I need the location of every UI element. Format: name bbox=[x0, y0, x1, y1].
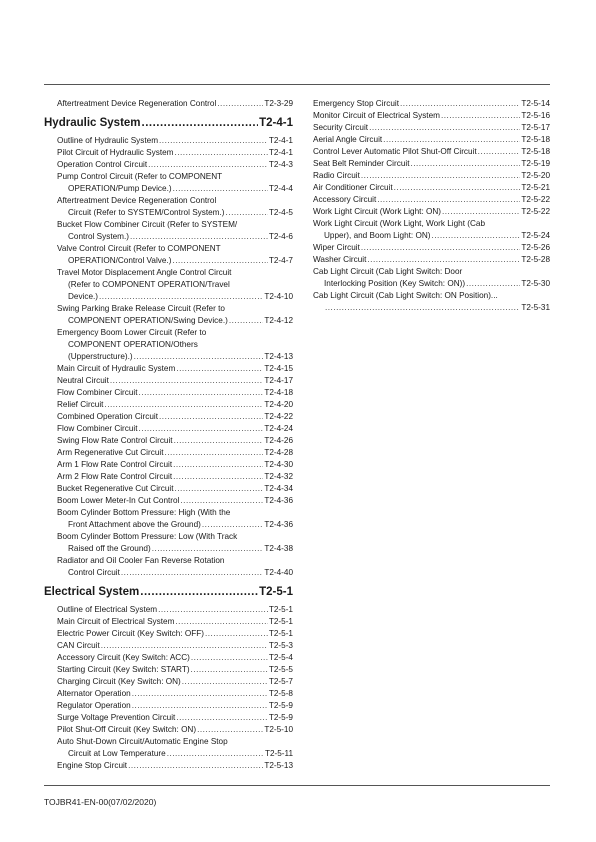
toc-entry-text: Swing Parking Brake Release Circuit (Refer to bbox=[57, 304, 225, 313]
toc-entry-text: Flow Combiner Circuit bbox=[57, 424, 138, 433]
toc-page-number: T2-5-8 bbox=[268, 689, 293, 698]
toc-entry-text: Seat Belt Reminder Circuit bbox=[313, 159, 410, 168]
toc-entry-text: (Upperstructure).) bbox=[68, 352, 133, 361]
toc-entry[interactable] bbox=[313, 98, 550, 110]
dot-leader bbox=[152, 543, 264, 555]
toc-page-number: T2-4-24 bbox=[264, 424, 293, 433]
toc-entry-text: Main Circuit of Electrical System bbox=[57, 617, 175, 626]
toc-entry-text: Arm 1 Flow Rate Control Circuit bbox=[57, 460, 173, 469]
toc-entry-text: Cab Light Circuit (Cab Light Switch: Door bbox=[313, 267, 463, 276]
dot-leader bbox=[466, 278, 520, 290]
toc-entry[interactable] bbox=[44, 616, 293, 628]
toc-entry[interactable] bbox=[313, 134, 550, 146]
toc-entry[interactable] bbox=[44, 736, 293, 760]
section-heading-title: Hydraulic System bbox=[44, 117, 141, 129]
dot-leader bbox=[229, 315, 263, 327]
dot-leader bbox=[191, 652, 268, 664]
section-heading-title: Electrical System bbox=[44, 586, 140, 598]
dot-leader bbox=[140, 585, 258, 599]
toc-page-number: T2-5-16 bbox=[521, 111, 550, 120]
dot-leader bbox=[369, 122, 520, 134]
toc-entry-text: Bucket Regenerative Cut Circuit bbox=[57, 484, 174, 493]
toc-entry[interactable] bbox=[44, 507, 293, 531]
toc-page-number: T2-4-7 bbox=[268, 256, 293, 265]
toc-page-number: T2-5-26 bbox=[521, 243, 550, 252]
dot-leader bbox=[101, 640, 268, 652]
toc-entry[interactable] bbox=[313, 266, 550, 290]
toc-entry-text: Circuit (Refer to SYSTEM/Control System.) bbox=[68, 208, 225, 217]
dot-leader bbox=[180, 495, 263, 507]
toc-entry-text: Device.) bbox=[68, 292, 99, 301]
toc-page-number: T2-5-21 bbox=[521, 183, 550, 192]
dot-leader bbox=[394, 182, 521, 194]
toc-entry[interactable] bbox=[313, 254, 550, 266]
toc-entry[interactable] bbox=[44, 676, 293, 688]
toc-page-number: T2-4-3 bbox=[268, 160, 293, 169]
dot-leader bbox=[158, 604, 268, 616]
toc-entry-text: Radio Circuit bbox=[313, 171, 360, 180]
toc-page-number: T2-5-4 bbox=[268, 653, 293, 662]
toc-page-number: T2-5-11 bbox=[264, 749, 293, 758]
toc-entry-text: Pilot Shut-Off Circuit (Key Switch: ON) bbox=[57, 725, 197, 734]
dot-leader bbox=[167, 748, 264, 760]
toc-entry[interactable] bbox=[44, 628, 293, 640]
toc-page-number: T2-4-10 bbox=[264, 292, 293, 301]
toc-entry[interactable] bbox=[44, 327, 293, 363]
toc-entry[interactable] bbox=[44, 712, 293, 724]
toc-entry-text: Swing Flow Rate Control Circuit bbox=[57, 436, 173, 445]
toc-entry-text: Upper), and Boom Light: ON) bbox=[324, 231, 431, 240]
toc-page-number: T2-5-17 bbox=[521, 123, 550, 132]
toc-entry[interactable] bbox=[44, 531, 293, 555]
dot-leader bbox=[432, 230, 521, 242]
toc-page-number: T2-5-19 bbox=[521, 159, 550, 168]
toc-entry[interactable] bbox=[313, 158, 550, 170]
toc-page-number: T2-5-18 bbox=[521, 147, 550, 156]
dot-leader bbox=[217, 98, 263, 110]
toc-page-number: T2-5-30 bbox=[521, 279, 550, 288]
dot-leader bbox=[205, 628, 268, 640]
dot-leader bbox=[478, 146, 521, 158]
toc-entry[interactable] bbox=[313, 218, 550, 242]
toc-entry-text: Regulator Operation bbox=[57, 701, 131, 710]
toc-page-number: T2-5-13 bbox=[264, 761, 293, 770]
dot-leader bbox=[148, 159, 268, 171]
toc-entry-text: Aftertreatment Device Regeneration Control bbox=[57, 196, 217, 205]
toc-entry-text: Charging Circuit (Key Switch: ON) bbox=[57, 677, 181, 686]
toc-page-number: T2-4-1 bbox=[268, 148, 293, 157]
toc-entry-text: Travel Motor Displacement Angle Control Circuit bbox=[57, 268, 232, 277]
toc-page-number: T2-5-28 bbox=[521, 255, 550, 264]
toc-entry[interactable] bbox=[44, 555, 293, 579]
toc-entry[interactable] bbox=[313, 122, 550, 134]
dot-leader bbox=[134, 351, 264, 363]
dot-leader bbox=[173, 471, 263, 483]
toc-entry[interactable] bbox=[313, 206, 550, 218]
toc-entry-text: Arm Regenerative Cut Circuit bbox=[57, 448, 164, 457]
toc-page-number: T2-4-36 bbox=[264, 520, 293, 529]
section-heading[interactable] bbox=[44, 116, 293, 130]
toc-entry[interactable] bbox=[44, 760, 293, 772]
dot-leader bbox=[176, 712, 268, 724]
toc-entry-text: Aerial Angle Circuit bbox=[313, 135, 383, 144]
dot-leader bbox=[172, 255, 267, 267]
toc-entry[interactable] bbox=[44, 604, 293, 616]
toc-entry-text: OPERATION/Pump Device.) bbox=[68, 184, 172, 193]
section-heading[interactable] bbox=[44, 585, 293, 599]
toc-page-number: T2-5-10 bbox=[264, 725, 293, 734]
toc-entry-text: Aftertreatment Device Regeneration Control bbox=[57, 99, 217, 108]
toc-entry[interactable] bbox=[44, 423, 293, 435]
toc-entry-text: Surge Voltage Prevention Circuit bbox=[57, 713, 176, 722]
toc-page-number: T2-5-7 bbox=[268, 677, 293, 686]
toc-entry[interactable] bbox=[44, 387, 293, 399]
toc-page-number: T2-4-26 bbox=[264, 436, 293, 445]
toc-right-column bbox=[313, 98, 550, 314]
dot-leader bbox=[226, 207, 268, 219]
dot-leader bbox=[139, 387, 264, 399]
toc-entry-text: Combined Operation Circuit bbox=[57, 412, 159, 421]
dot-leader bbox=[400, 98, 520, 110]
dot-leader bbox=[132, 700, 268, 712]
toc-entry-text: Pilot Circuit of Hydraulic System bbox=[57, 148, 174, 157]
dot-leader bbox=[383, 134, 520, 146]
toc-entry[interactable] bbox=[44, 267, 293, 303]
toc-entry[interactable] bbox=[44, 195, 293, 219]
dot-leader bbox=[410, 158, 520, 170]
toc-entry-text: Circuit at Low Temperature bbox=[68, 749, 166, 758]
section-page-number: T2-4-1 bbox=[259, 117, 293, 129]
dot-leader bbox=[361, 170, 520, 182]
toc-entry[interactable] bbox=[44, 303, 293, 327]
toc-entry[interactable] bbox=[44, 219, 293, 243]
toc-entry-text: Accessory Circuit bbox=[313, 195, 377, 204]
dot-leader bbox=[164, 447, 263, 459]
toc-page-number: T2-4-5 bbox=[268, 208, 293, 217]
document-code-footer: TOJBR41-EN-00(07/02/2020) bbox=[44, 797, 157, 807]
toc-entry-text: Operation Control Circuit bbox=[57, 160, 148, 169]
toc-page-number: T2-5-1 bbox=[268, 605, 293, 614]
toc-entry[interactable] bbox=[313, 242, 550, 254]
toc-page-number: T2-5-9 bbox=[268, 713, 293, 722]
toc-entry[interactable] bbox=[313, 182, 550, 194]
toc-page-number: T2-5-31 bbox=[521, 303, 550, 312]
dot-leader bbox=[159, 135, 268, 147]
dot-leader bbox=[377, 194, 520, 206]
dot-leader bbox=[104, 399, 263, 411]
toc-entry[interactable] bbox=[44, 688, 293, 700]
toc-entry[interactable] bbox=[44, 652, 293, 664]
dot-leader bbox=[367, 254, 520, 266]
dot-leader bbox=[139, 423, 264, 435]
bottom-rule bbox=[44, 785, 550, 786]
dot-leader bbox=[110, 375, 263, 387]
toc-entry-text: Cab Light Circuit (Cab Light Switch: ON Position)... bbox=[313, 291, 498, 300]
toc-entry-text: Starting Circuit (Key Switch: START) bbox=[57, 665, 190, 674]
toc-entry[interactable] bbox=[44, 135, 293, 147]
dot-leader bbox=[361, 242, 520, 254]
toc-entry[interactable] bbox=[44, 447, 293, 459]
dot-leader bbox=[99, 291, 263, 303]
toc-page-number: T2-4-17 bbox=[264, 376, 293, 385]
toc-entry-text: Engine Stop Circuit bbox=[57, 761, 128, 770]
toc-entry[interactable] bbox=[44, 495, 293, 507]
toc-entry[interactable] bbox=[313, 146, 550, 158]
toc-page-number: T2-3-29 bbox=[264, 99, 293, 108]
toc-entry-text: Outline of Hydraulic System bbox=[57, 136, 159, 145]
toc-entry-text: Washer Circuit bbox=[313, 255, 367, 264]
toc-entry[interactable] bbox=[44, 471, 293, 483]
dot-leader bbox=[142, 116, 259, 130]
dot-leader bbox=[176, 363, 263, 375]
toc-entry[interactable] bbox=[44, 363, 293, 375]
toc-entry-text: Raised off the Ground) bbox=[68, 544, 151, 553]
dot-leader bbox=[128, 760, 263, 772]
toc-page-number: T2-5-5 bbox=[268, 665, 293, 674]
toc-page-number: T2-5-1 bbox=[268, 617, 293, 626]
toc-page-number: T2-4-28 bbox=[264, 448, 293, 457]
toc-entry-text: OPERATION/Control Valve.) bbox=[68, 256, 172, 265]
toc-entry-text: Radiator and Oil Cooler Fan Reverse Rotation bbox=[57, 556, 225, 565]
toc-entry[interactable] bbox=[44, 640, 293, 652]
toc-entry-text: Monitor Circuit of Electrical System bbox=[313, 111, 440, 120]
toc-entry-text: Control System.) bbox=[68, 232, 129, 241]
section-page-number: T2-5-1 bbox=[259, 586, 293, 598]
toc-page-number: T2-4-32 bbox=[264, 472, 293, 481]
toc-page-number: T2-5-18 bbox=[521, 135, 550, 144]
toc-entry-text: Auto Shut-Down Circuit/Automatic Engine Stop bbox=[57, 737, 228, 746]
toc-entry-text: Pump Control Circuit (Refer to COMPONENT bbox=[57, 172, 223, 181]
toc-entry-text: Arm 2 Flow Rate Control Circuit bbox=[57, 472, 173, 481]
toc-entry-text: Emergency Boom Lower Circuit (Refer to bbox=[57, 328, 207, 337]
toc-entry-text: Work Light Circuit (Work Light: ON) bbox=[313, 207, 441, 216]
toc-entry-text: Control Lever Automatic Pilot Shut-Off Circuit bbox=[313, 147, 477, 156]
toc-entry-text: CAN Circuit bbox=[57, 641, 100, 650]
dot-leader bbox=[174, 147, 267, 159]
toc-entry-text: COMPONENT OPERATION/Others bbox=[68, 340, 198, 349]
dot-leader bbox=[174, 435, 264, 447]
toc-entry-text: COMPONENT OPERATION/Swing Device.) bbox=[68, 316, 228, 325]
dot-leader bbox=[202, 519, 263, 531]
toc-page-number: T2-4-34 bbox=[264, 484, 293, 493]
toc-page-number: T2-4-13 bbox=[264, 352, 293, 361]
toc-page-number: T2-5-22 bbox=[521, 195, 550, 204]
toc-entry[interactable] bbox=[44, 147, 293, 159]
toc-entry-text: Boom Lower Meter-In Cut Control bbox=[57, 496, 180, 505]
toc-entry[interactable] bbox=[44, 375, 293, 387]
dot-leader bbox=[173, 183, 268, 195]
toc-page-number: T2-5-22 bbox=[521, 207, 550, 216]
toc-entry[interactable] bbox=[44, 724, 293, 736]
toc-page-number: T2-5-1 bbox=[268, 629, 293, 638]
dot-leader bbox=[442, 206, 520, 218]
dot-leader bbox=[130, 231, 268, 243]
toc-entry[interactable] bbox=[313, 290, 550, 314]
dot-leader bbox=[173, 459, 263, 471]
toc-entry[interactable] bbox=[313, 170, 550, 182]
toc-entry-text: Boom Cylinder Bottom Pressure: High (With the bbox=[57, 508, 231, 517]
toc-entry-text: (Refer to COMPONENT OPERATION/Travel bbox=[68, 280, 230, 289]
toc-entry-text: Alternator Operation bbox=[57, 689, 131, 698]
toc-entry[interactable] bbox=[44, 435, 293, 447]
dot-leader bbox=[175, 616, 267, 628]
toc-page-number: T2-5-9 bbox=[268, 701, 293, 710]
toc-entry-text: Wiper Circuit bbox=[313, 243, 360, 252]
dot-leader bbox=[325, 302, 520, 314]
toc-entry-text: Neutral Circuit bbox=[57, 376, 109, 385]
toc-page-number: T2-5-24 bbox=[521, 231, 550, 240]
toc-page-number: T2-4-40 bbox=[264, 568, 293, 577]
toc-page-number: T2-4-1 bbox=[268, 136, 293, 145]
dot-leader bbox=[191, 664, 268, 676]
toc-entry-text: Security Circuit bbox=[313, 123, 369, 132]
toc-page-number: T2-4-12 bbox=[264, 316, 293, 325]
toc-entry[interactable] bbox=[44, 483, 293, 495]
toc-entry[interactable] bbox=[44, 98, 293, 110]
toc-entry-text: Accessory Circuit (Key Switch: ACC) bbox=[57, 653, 190, 662]
toc-page-number: T2-5-14 bbox=[521, 99, 550, 108]
toc-page-number: T2-4-22 bbox=[264, 412, 293, 421]
toc-entry-text: Main Circuit of Hydraulic System bbox=[57, 364, 176, 373]
toc-entry-text: Relief Circuit bbox=[57, 400, 104, 409]
toc-entry-text: Emergency Stop Circuit bbox=[313, 99, 400, 108]
toc-entry-text: Boom Cylinder Bottom Pressure: Low (With Track bbox=[57, 532, 238, 541]
top-rule bbox=[44, 84, 550, 85]
toc-page-number: T2-4-36 bbox=[264, 496, 293, 505]
dot-leader bbox=[132, 688, 268, 700]
toc-entry-text: Outline of Electrical System bbox=[57, 605, 158, 614]
toc-entry-text: Air Conditioner Circuit bbox=[313, 183, 393, 192]
toc-entry[interactable] bbox=[44, 700, 293, 712]
toc-entry[interactable] bbox=[44, 459, 293, 471]
toc-page-number: T2-4-4 bbox=[268, 184, 293, 193]
dot-leader bbox=[182, 676, 268, 688]
toc-page-number: T2-5-3 bbox=[268, 641, 293, 650]
toc-entry-text: Interlocking Position (Key Switch: ON)) bbox=[324, 279, 466, 288]
toc-page-number: T2-4-20 bbox=[264, 400, 293, 409]
toc-entry[interactable] bbox=[44, 664, 293, 676]
toc-page-number: T2-5-20 bbox=[521, 171, 550, 180]
dot-leader bbox=[121, 567, 263, 579]
dot-leader bbox=[197, 724, 263, 736]
toc-entry[interactable] bbox=[44, 159, 293, 171]
toc-left-column bbox=[44, 98, 293, 772]
toc-page-number: T2-4-15 bbox=[264, 364, 293, 373]
dot-leader bbox=[175, 483, 264, 495]
toc-entry[interactable] bbox=[44, 411, 293, 423]
toc-page-number: T2-4-30 bbox=[264, 460, 293, 469]
toc-entry-text: Flow Combiner Circuit bbox=[57, 388, 138, 397]
toc-entry-text: Control Circuit bbox=[68, 568, 120, 577]
toc-entry-text: Work Light Circuit (Work Light, Work Light (Cab bbox=[313, 219, 485, 228]
toc-entry[interactable] bbox=[313, 110, 550, 122]
toc-entry-text: Valve Control Circuit (Refer to COMPONENT bbox=[57, 244, 221, 253]
dot-leader bbox=[441, 110, 520, 122]
toc-entry-text: Bucket Flow Combiner Circuit (Refer to SYSTEM/ bbox=[57, 220, 238, 229]
toc-entry[interactable] bbox=[44, 399, 293, 411]
toc-entry-text: Front Attachment above the Ground) bbox=[68, 520, 201, 529]
toc-page-number: T2-4-18 bbox=[264, 388, 293, 397]
toc-entry[interactable] bbox=[44, 171, 293, 195]
toc-page-number: T2-4-38 bbox=[264, 544, 293, 553]
toc-entry[interactable] bbox=[44, 243, 293, 267]
dot-leader bbox=[159, 411, 263, 423]
toc-entry[interactable] bbox=[313, 194, 550, 206]
toc-entry-text: Electric Power Circuit (Key Switch: OFF) bbox=[57, 629, 204, 638]
toc-page-number: T2-4-6 bbox=[268, 232, 293, 241]
